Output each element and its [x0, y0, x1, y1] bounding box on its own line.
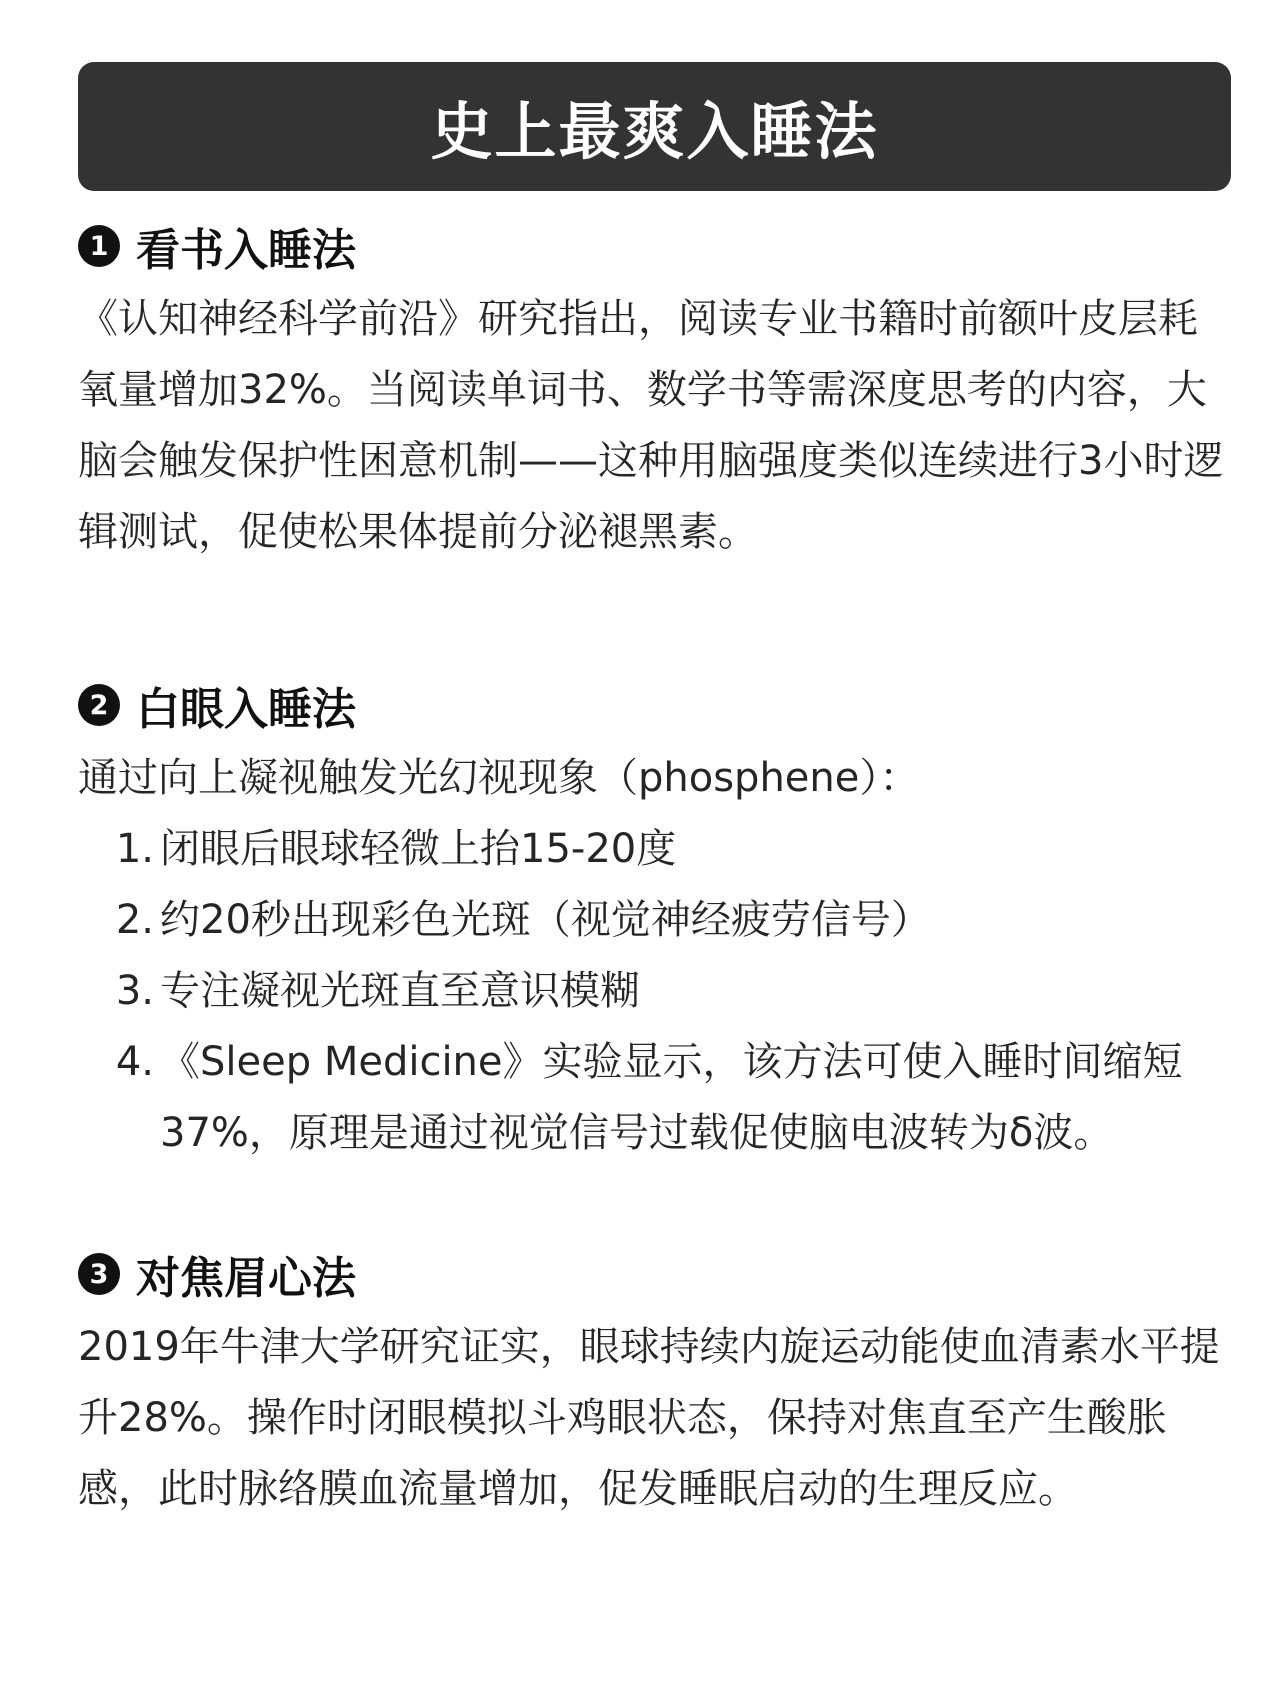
section-eye-roll — [78, 673, 1228, 1169]
steps-list — [78, 814, 1228, 1169]
page-title: 史上最爽入睡法 — [430, 95, 879, 168]
section-body: 2019年牛津大学研究证实，眼球持续内旋运动能使血清素水平提升28%。操作时闭眼模拟斗鸡眼状态，保持对焦直至产生酸胀感，此时脉络膜血流量增加，促发睡眠启动的生理反应。 — [78, 1324, 1220, 1512]
list-item-number: 3. — [115, 968, 154, 1014]
section-heading — [78, 673, 1228, 737]
list-item-text: 专注凝视光斑直至意识模糊 — [160, 968, 640, 1014]
section-heading — [78, 214, 1228, 278]
section-heading — [78, 1242, 1228, 1306]
list-item-text: 《Sleep Medicine》实验显示，该方法可使入睡时间缩短37%，原理是通过视觉信号过载促使脑电波转为δ波。 — [160, 1039, 1183, 1156]
list-item — [78, 956, 1228, 1027]
section-reading — [78, 214, 1228, 568]
list-item-text: 约20秒出现彩色光斑（视觉神经疲劳信号） — [160, 897, 931, 943]
section-title: 看书入睡法 — [136, 225, 356, 276]
section-title: 对焦眉心法 — [136, 1253, 356, 1304]
number-badge: 2 — [78, 684, 120, 726]
section-title: 白眼入睡法 — [136, 684, 356, 735]
list-item-number: 1. — [115, 826, 154, 872]
list-item — [78, 885, 1228, 956]
section-intro: 通过向上凝视触发光幻视现象（phosphene）： — [78, 755, 920, 801]
list-item-number: 4. — [115, 1039, 154, 1085]
list-item — [78, 1027, 1228, 1169]
number-badge: 3 — [78, 1253, 120, 1295]
section-body: 《认知神经科学前沿》研究指出，阅读专业书籍时前额叶皮层耗氧量增加32%。当阅读单词书、数学书等需深度思考的内容，大脑会触发保护性困意机制——这种用脑强度类似连续进行3小时逻辑测试，促使松果体提前分泌褪黑素。 — [78, 296, 1224, 555]
list-item-text: 闭眼后眼球轻微上抬15-20度 — [160, 826, 677, 872]
number-badge: 1 — [78, 225, 120, 267]
title-banner — [78, 62, 1231, 191]
section-cross-eye — [78, 1242, 1228, 1525]
list-item — [78, 814, 1228, 885]
list-item-number: 2. — [115, 897, 154, 943]
